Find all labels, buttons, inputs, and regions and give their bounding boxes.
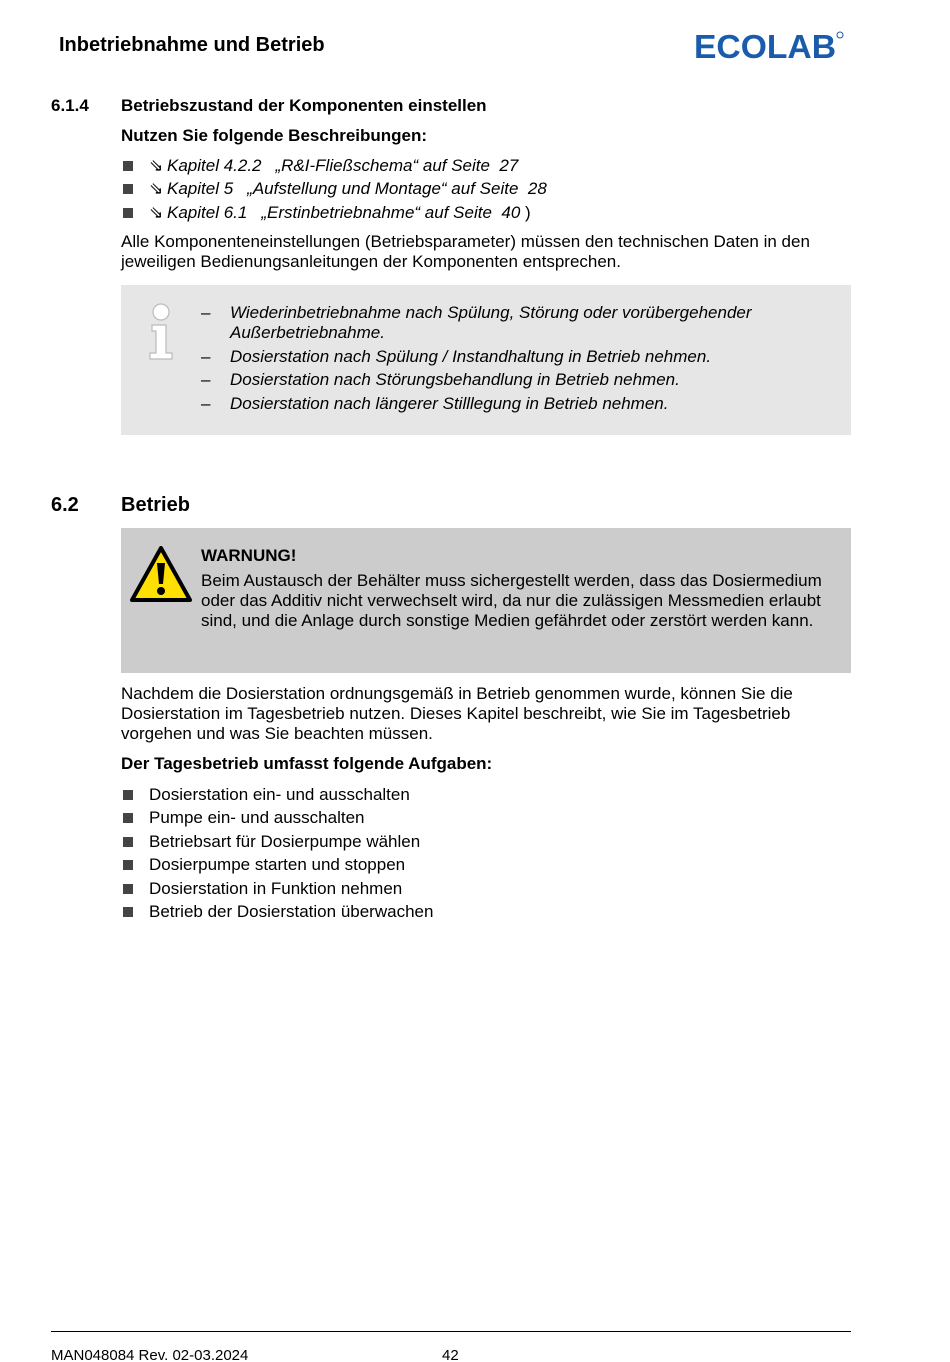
section-title: Betrieb (121, 494, 190, 516)
warning-triangle-icon (130, 546, 192, 602)
bullet-square-icon (123, 907, 133, 917)
section-number: 6.2 (51, 494, 79, 516)
task-item: Dosierpumpe starten und stoppen (121, 853, 433, 876)
warning-title: WARNUNG! (201, 546, 297, 565)
warning-text: Beim Austausch der Behälter muss sichergestellt werden, dass das Dosiermedium oder das Additiv nicht verwechselt wird, da nur die zulässigen Messmedien erlaubt sind, und die Anlage durch sonstige Medien gefährdet oder zerstört werden kann. (201, 571, 822, 630)
footer-divider (51, 1331, 851, 1332)
ecolab-logo (694, 30, 844, 62)
link-arrow-icon: ⇘ (149, 202, 164, 222)
bullet-square-icon (123, 813, 133, 823)
components-paragraph: Alle Komponenteneinstellungen (Betriebsparameter) müssen den technischen Daten in den jeweiligen Bedienungsanleitungen der Komponenten entsprechen. (121, 232, 810, 271)
section-number: 6.1.4 (51, 96, 89, 115)
task-item: Dosierstation ein- und ausschalten (121, 783, 433, 806)
bullet-square-icon (123, 790, 133, 800)
ref-chapter: Kapitel 4.2.2 (167, 156, 262, 175)
ref-title: „R&I-Fließschema“ auf Seite (275, 156, 490, 175)
operation-paragraph: Nachdem die Dosierstation ordnungsgemäß in Betrieb genommen wurde, können Sie die Dosierstation im Tagesbetrieb nutzen. Dieses Kapitel beschreibt, wie Sie im Tagesbetrieb vorgehen und was Sie beachten müssen. (121, 684, 793, 743)
document-id: MAN048084 Rev. 02-03.2024 (51, 1347, 249, 1362)
link-arrow-icon: ⇘ (149, 179, 164, 199)
bullet-square-icon (123, 884, 133, 894)
info-icon (144, 303, 178, 361)
ref-suffix: ) (525, 202, 531, 222)
subheading: Nutzen Sie folgende Beschreibungen: (121, 126, 428, 145)
ref-title: „Aufstellung und Montage“ auf Seite (247, 179, 519, 199)
reference-item[interactable] (121, 177, 547, 200)
bullet-square-icon (123, 208, 133, 218)
ref-page: 27 (499, 156, 519, 175)
link-arrow-icon: ⇘ (149, 156, 164, 175)
task-list (121, 783, 433, 923)
ref-title: „Erstinbetriebnahme“ auf Seite (261, 202, 492, 222)
bullet-square-icon (123, 860, 133, 870)
page-number: 42 (442, 1347, 459, 1362)
subheading: Der Tagesbetrieb umfasst folgende Aufgaben: (121, 754, 493, 773)
note-item: – Dosierstation nach Störungsbehandlung in Betrieb nehmen. (201, 370, 680, 389)
ref-page: 40 (501, 202, 521, 222)
task-item: Betrieb der Dosierstation überwachen (121, 900, 433, 923)
note-item: – Dosierstation nach Spülung / Instandhaltung in Betrieb nehmen. (201, 346, 712, 366)
section-title: Betriebszustand der Komponenten einstellen (121, 96, 487, 115)
ref-chapter: Kapitel 6.1 (167, 202, 248, 222)
ref-page: 28 (527, 179, 547, 199)
bullet-square-icon (123, 161, 133, 171)
ref-chapter: Kapitel 5 (167, 179, 234, 199)
svg-text:ECOLAB: ECOLAB (694, 30, 836, 62)
task-item: Pumpe ein- und ausschalten (121, 806, 433, 829)
note-item: – Wiederinbetriebnahme nach Spülung, Störung oder vorübergehender Außerbetriebnahme. (201, 303, 752, 342)
reference-item[interactable] (121, 201, 547, 224)
note-list (201, 303, 841, 417)
note-item: – Dosierstation nach längerer Stilllegung in Betrieb nehmen. (201, 393, 669, 413)
bullet-square-icon (123, 184, 133, 194)
bullet-square-icon (123, 837, 133, 847)
reference-list (121, 154, 547, 224)
reference-item[interactable] (121, 154, 547, 177)
page-header-title: Inbetriebnahme und Betrieb (59, 34, 325, 56)
task-item: Betriebsart für Dosierpumpe wählen (121, 830, 433, 853)
task-item: Dosierstation in Funktion nehmen (121, 877, 433, 900)
